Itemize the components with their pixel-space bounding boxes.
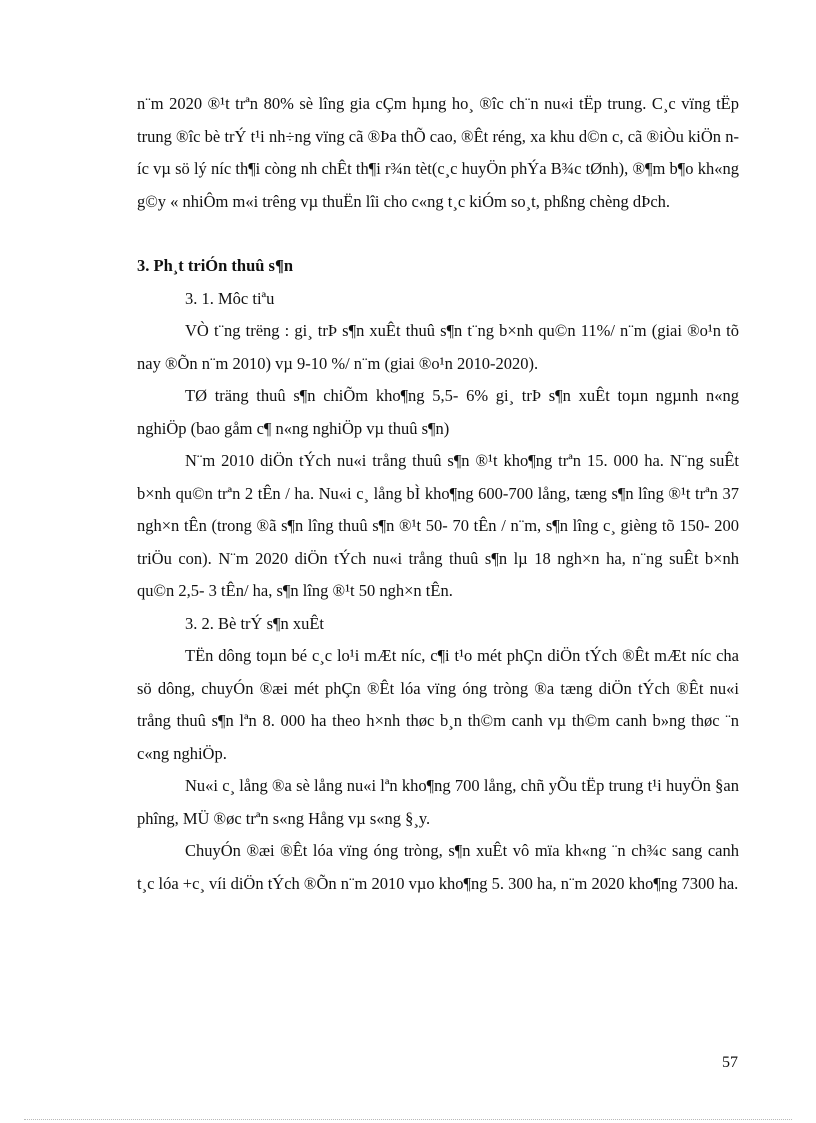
paragraph: N¨m 2010 diÖn tÝch nu«i trång thuû s¶n ®¹t kho¶ng trªn 15. 000 ha. N¨ng suÊt b×nh qu©n trªn 2 tÊn / ha. Nu«i c¸ lång bÌ kho¶ng 600-700 lång, tæng s¶n lîng ®¹t trªn 37 ngh×n tÊn (trong ®ã s¶n lîng thuû s¶n ®¹t 50- 70 tÊn / n¨m, s¶n lîng c¸ gièng tõ 150- 200 triÖu con). N¨m 2020 diÖn tÝch nu«i trång thuû s¶n lµ 18 ngh×n ha, n¨ng suÊt b×nh qu©n 2,5- 3 tÊn/ ha, s¶n lîng ®¹t 50 ngh×n tÊn. bbox=[137, 451, 739, 600]
page-content bbox=[137, 88, 739, 900]
paragraph: TËn dông toµn bé c¸c lo¹i mÆt níc, c¶i t¹o mét phÇn diÖn tÝch ®Êt mÆt níc cha sö dông, chuyÓn ®æi mét phÇn ®Êt lóa vïng óng tròng ®a tæng diÖn tÝch ®Êt nu«i trång thuû s¶n lªn 8. 000 ha theo h×nh thøc b¸n th©m canh vµ th©m canh b»ng thøc ¨n c«ng nghiÖp. bbox=[137, 646, 739, 763]
paragraph: TØ träng thuû s¶n chiÕm kho¶ng 5,5- 6% gi¸ trÞ s¶n xuÊt toµn ngµnh n«ng nghiÖp (bao gåm c¶ n«ng nghiÖp vµ thuû s¶n) bbox=[137, 386, 739, 438]
paragraph: n¨m 2020 ®¹t trªn 80% sè lîng gia cÇm hµng ho¸ ®îc ch¨n nu«i tËp trung. C¸c vïng tËp trung ®îc bè trÝ t¹i nh÷ng vïng cã ®Þa thÕ cao, ®Êt réng, xa khu d©n c, cã ®iÒu kiÖn níc vµ sö lý níc th¶i còng nh chÊt th¶i r¾n tèt(c¸c huyÖn phÝa B¾c tØnh), ®¶m b¶o kh«ng g©y « nhiÔm m«i trêng vµ thuËn lîi cho c«ng t¸c kiÓm so¸t, phßng chèng dÞch. bbox=[137, 94, 739, 211]
subsection-heading-objectives: 3. 1. Môc tiªu bbox=[185, 288, 275, 308]
section-heading: 3. Ph¸t triÓn thuû s¶n bbox=[137, 256, 294, 275]
subsection-heading-production: 3. 2. Bè trÝ s¶n xuÊt bbox=[185, 613, 325, 633]
footer-divider bbox=[24, 1119, 792, 1120]
paragraph: VÒ t¨ng trëng : gi¸ trÞ s¶n xuÊt thuû s¶n t¨ng b×nh qu©n 11%/ n¨m (giai ®o¹n tõ nay ®Õn n¨m 2010) vµ 9-10 %/ n¨m (giai ®o¹n 2010-2020). bbox=[137, 321, 739, 373]
page-number: 57 bbox=[722, 1054, 738, 1071]
paragraph: ChuyÓn ®æi ®Êt lóa vïng óng tròng, s¶n xuÊt vô mïa kh«ng ¨n ch¾c sang canh t¸c lóa +c¸ víi diÖn tÝch ®Õn n¨m 2010 vµo kho¶ng 5. 300 ha, n¨m 2020 kho¶ng 7300 ha. bbox=[137, 841, 739, 893]
paragraph: Nu«i c¸ lång ®a sè lång nu«i lªn kho¶ng 700 lång, chñ yÕu tËp trung t¹i huyÖn §an phîng, MÜ ®øc trªn s«ng Hång vµ s«ng §¸y. bbox=[137, 776, 739, 828]
